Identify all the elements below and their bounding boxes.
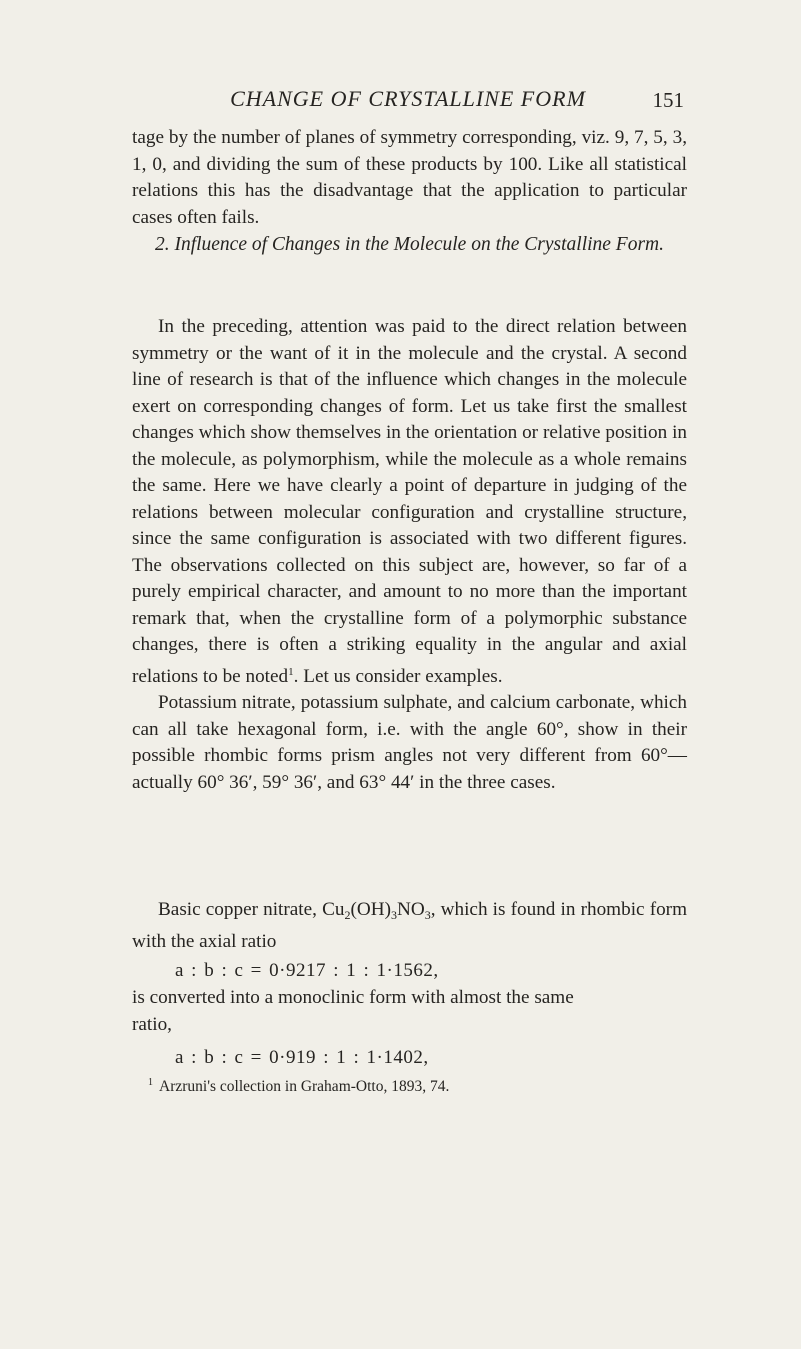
paragraph-lead: Basic copper nitrate, — [158, 899, 323, 920]
examples-paragraph: Potassium nitrate, potassium sulphate, and calcium carbonate, which can all take hexagonal form, i.e. with the angle 60°, show in their possible rhombic forms prism angles not very different from 60°—actually 60° 36′, 59° 36′, and 63° 44′ in the three cases. — [132, 692, 687, 793]
footnote-text: Arzruni's collection in Graham-Otto, 1893, 74. — [159, 1078, 450, 1095]
footnote — [148, 1072, 688, 1098]
basic-copper-nitrate-paragraph — [132, 897, 687, 955]
section-number: 2. — [154, 234, 170, 255]
axial-ratio-monoclinic: a : b : c = 0·919 : 1 : 1·1402, — [175, 1047, 429, 1068]
body-paragraph — [132, 314, 687, 796]
section-title: Influence of Changes in the Molecule on the Crystalline Form. — [174, 234, 665, 255]
page-number: 151 — [652, 88, 684, 112]
page-header — [132, 84, 684, 114]
paragraph-text-end: . Let us consider examples. — [293, 665, 503, 687]
ratio-line: ratio, — [132, 1014, 172, 1035]
running-head: CHANGE OF CRYSTALLINE FORM — [230, 86, 586, 111]
section-heading — [132, 232, 687, 259]
paragraph-tail: , which is found in rhombic form with the axial ratio — [132, 899, 687, 952]
paragraph-text: In the preceding, attention was paid to the direct relation between symmetry or the want of it in the molecule and the crystal. A second line of research is that of the influence which changes in the molecule exert on corresponding changes of form. Let us take first the smallest changes which show themselves in the orientation or relative position in the molecule, as polymorphism, while the molecule as a whole remains the same. Here we have clearly a point of departure in judging of the relations between molecular configuration and crystalline structure, since the same configuration is associated with two different figures. The observations collected on this subject are, however, so far of a purely empirical character, and amount to no more than the important remark that, when the crystalline form of a polymorphic substance changes, there is often a striking equality in the angular and axial relations to be noted — [132, 316, 687, 687]
footnote-mark: 1 — [148, 1077, 153, 1088]
footnote-reference: 1 — [288, 665, 294, 678]
paragraph-continued: tage by the number of planes of symmetry corresponding, viz. 9, 7, 5, 3, 1, 0, and dividing the sum of these products by 100. Like all statistical relations this has the disadvantage that the application to particular cases often fails. — [132, 127, 687, 228]
chemical-formula: $Cu_2(OH)_3NO_3$ — [322, 899, 431, 922]
conversion-line: is converted into a monoclinic form with almost the same — [132, 987, 574, 1008]
axial-ratio-rhombic: a : b : c = 0·9217 : 1 : 1·1562, — [175, 960, 439, 981]
